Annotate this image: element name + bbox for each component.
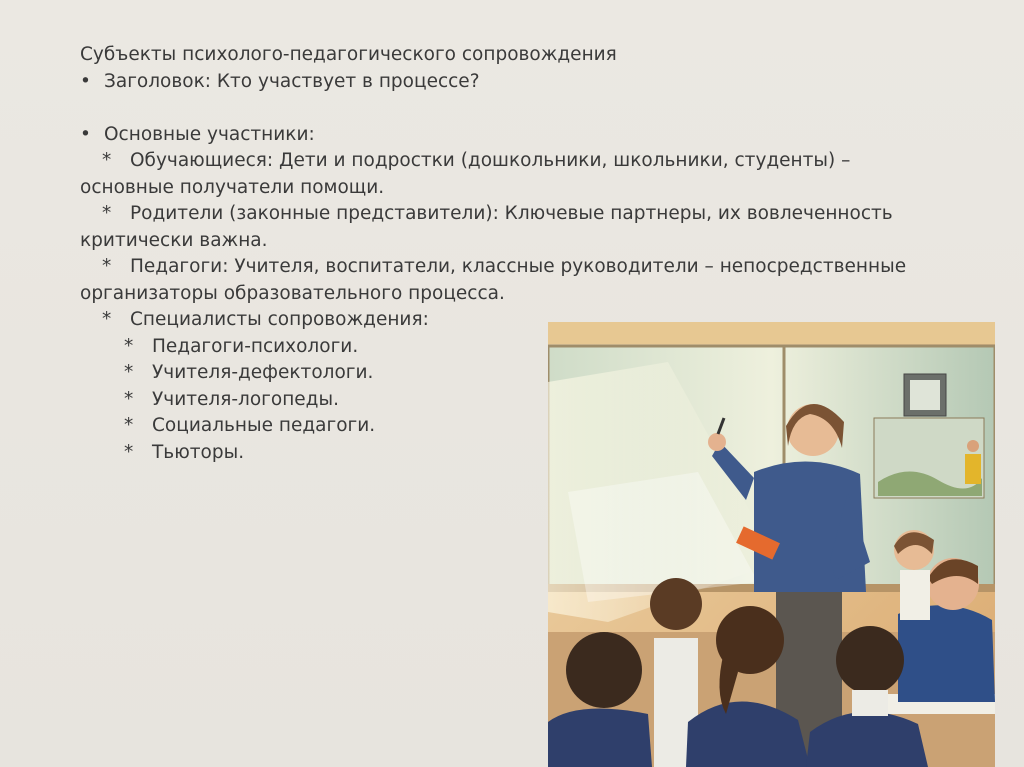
sub-item-text: Тьюторы. <box>152 441 245 463</box>
list-item-text: Педагоги: Учителя, воспитатели, классные руководители – непосредственные <box>130 256 907 277</box>
list-item-text: Родители (законные представители): Ключевые партнеры, их вовлеченность <box>130 203 893 224</box>
sub-item-text: Педагоги-психологи. <box>152 335 359 357</box>
sub-item-text: Социальные педагоги. <box>152 415 376 436</box>
list-item-students <box>80 148 960 175</box>
asterisk-bullet: * <box>102 309 112 330</box>
classroom-illustration-svg <box>548 322 995 767</box>
asterisk-bullet: * <box>124 441 134 463</box>
list-item-teachers <box>80 254 960 281</box>
asterisk-bullet: * <box>102 203 112 224</box>
classroom-illustration <box>548 322 995 767</box>
bullet-icon: • <box>80 70 91 92</box>
spacer <box>80 95 960 122</box>
asterisk-bullet: * <box>102 150 112 171</box>
main-participants-label: Основные участники: <box>104 123 315 145</box>
heading-line <box>80 69 960 96</box>
sub-item-text: Учителя-дефектологи. <box>152 362 374 383</box>
asterisk-bullet: * <box>124 415 134 436</box>
main-participants-line <box>80 122 960 149</box>
bullet-icon: • <box>80 123 91 145</box>
sub-item-text: Учителя-логопеды. <box>152 388 339 410</box>
list-item-text: Специалисты сопровождения: <box>130 309 429 330</box>
list-item-continuation: организаторы образовательного процесса. <box>80 282 505 304</box>
asterisk-bullet: * <box>124 388 134 410</box>
list-item-continuation: основные получатели помощи. <box>80 176 385 198</box>
heading-text: Заголовок: Кто участвует в процессе? <box>104 70 480 92</box>
asterisk-bullet: * <box>124 335 134 357</box>
asterisk-bullet: * <box>124 362 134 383</box>
list-item-text: Обучающиеся: Дети и подростки (дошкольники, школьники, студенты) – <box>130 150 851 171</box>
list-item-continuation: критически важна. <box>80 229 268 251</box>
slide-title: Субъекты психолого-педагогического сопровождения <box>80 44 617 65</box>
asterisk-bullet: * <box>102 256 112 277</box>
list-item-parents <box>80 201 960 228</box>
